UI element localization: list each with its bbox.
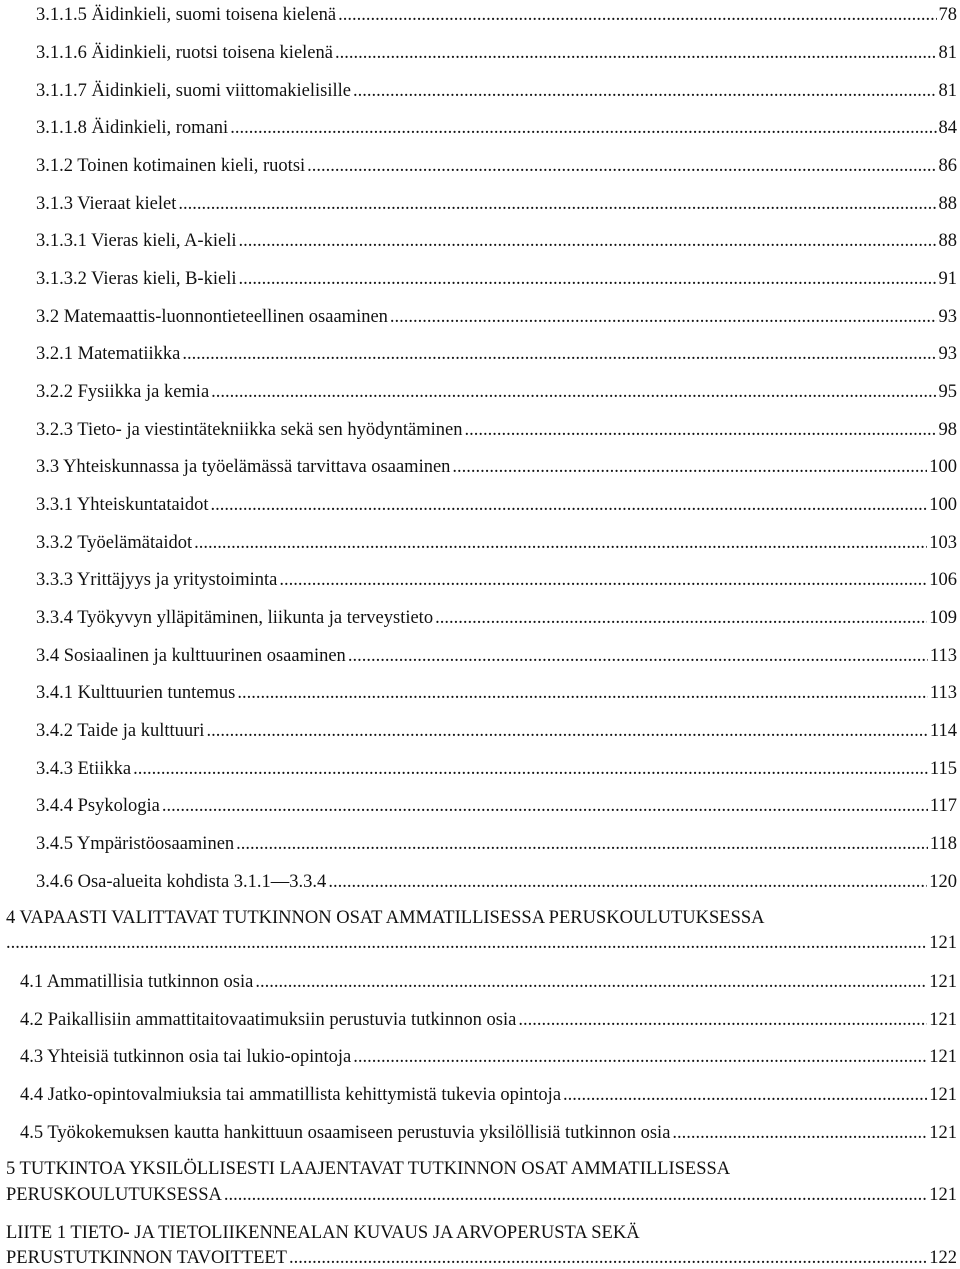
toc-entry[interactable] (36, 80, 957, 102)
toc-entry-page: 120 (929, 872, 957, 892)
toc-entry-title: 3.1.1.6 Äidinkieli, ruotsi toisena kielenä (36, 43, 333, 63)
toc-leader-dots (289, 1247, 927, 1269)
toc-entry-title: 3.1.3.2 Vieras kieli, B-kieli (36, 269, 237, 289)
toc-leader-dots (307, 155, 936, 177)
toc-entry-page: 106 (929, 570, 957, 590)
toc-leader-dots (162, 795, 928, 817)
toc-entry-page: 86 (938, 156, 957, 176)
toc-leader-dots (353, 1046, 927, 1068)
toc-entry-title: 3.1.1.5 Äidinkieli, suomi toisena kielenä (36, 5, 337, 25)
toc-leader-dots (348, 645, 928, 667)
toc-entry-title: 4.4 Jatko-opintovalmiuksia tai ammatillista kehittymistä tukevia opintoja (20, 1085, 562, 1105)
toc-entry[interactable] (36, 4, 957, 26)
toc-entry-page: 103 (929, 533, 957, 553)
toc-entry-title: 4.3 Yhteisiä tutkinnon osia tai lukio-opintoja (20, 1047, 352, 1067)
toc-entry-page: 121 (929, 933, 957, 953)
toc-entry-title: 3.4.6 Osa-alueita kohdista 3.1.1—3.3.4 (36, 872, 327, 892)
toc-entry[interactable] (36, 117, 957, 139)
toc-leader-dots (238, 268, 936, 290)
toc-entry[interactable] (36, 419, 957, 441)
toc-entry-title: 3.3 Yhteiskunnassa ja työelämässä tarvittava osaaminen (36, 457, 451, 477)
toc-entry-title: 3.1.1.8 Äidinkieli, romani (36, 118, 229, 138)
toc-leader-dots (230, 117, 936, 139)
chapter-4-title[interactable]: 4 VAPAASTI VALITTAVAT TUTKINNON OSAT AMMATILLISESSA PERUSKOULUTUKSESSA (6, 908, 765, 928)
toc-entry-page: 114 (929, 721, 957, 741)
toc-entry[interactable] (36, 682, 957, 704)
toc-entry-page: 81 (938, 43, 957, 63)
toc-leader-dots (224, 1184, 927, 1206)
toc-entry[interactable] (36, 758, 957, 780)
toc-entry-page: 81 (938, 81, 957, 101)
toc-leader-dots (210, 494, 927, 516)
toc-entry-title: 3.2.2 Fysiikka ja kemia (36, 382, 210, 402)
toc-entry[interactable] (36, 645, 957, 667)
toc-entry[interactable] (20, 971, 957, 993)
toc-entry-page: 121 (929, 1085, 957, 1105)
toc-entry[interactable] (20, 1122, 957, 1144)
chapter-5-entry[interactable] (6, 1184, 957, 1206)
appendix-1-entry[interactable] (6, 1247, 957, 1269)
toc-leader-dots (238, 230, 936, 252)
toc-entry-title: 3.4.2 Taide ja kulttuuri (36, 721, 205, 741)
toc-entry-title: 3.2 Matemaattis-luonnontieteellinen osaaminen (36, 307, 388, 327)
toc-entry-title: 3.3.2 Työelämätaidot (36, 533, 193, 553)
toc-entry-page: 78 (938, 5, 957, 25)
toc-entry[interactable] (36, 494, 957, 516)
toc-entry-page: 109 (929, 608, 957, 628)
appendix-1-title-line1[interactable]: LIITE 1 TIETO- JA TIETOLIIKENNEALAN KUVAUS JA ARVOPERUSTA SEKÄ (6, 1223, 640, 1243)
toc-leader-dots (6, 932, 927, 954)
toc-entry-title: 3.1.3.1 Vieras kieli, A-kieli (36, 231, 237, 251)
toc-entry-title: 3.1.1.7 Äidinkieli, suomi viittomakielisille (36, 81, 351, 101)
toc-leader-dots (435, 607, 927, 629)
toc-entry-page: 91 (938, 269, 957, 289)
toc-leader-dots (194, 532, 927, 554)
toc-leader-dots (279, 569, 927, 591)
toc-entry[interactable] (36, 268, 957, 290)
toc-leader-dots (464, 419, 936, 441)
toc-entry-title: 3.4.5 Ympäristöosaaminen (36, 834, 235, 854)
toc-entry-page: 95 (938, 382, 957, 402)
toc-entry[interactable] (36, 155, 957, 177)
toc-entry-title: PERUSTUTKINNON TAVOITTEET (6, 1248, 287, 1268)
toc-entry-page: 121 (929, 1047, 957, 1067)
toc-entry-title: 3.2.1 Matematiikka (36, 344, 181, 364)
toc-entry-title: 3.1.3 Vieraat kielet (36, 194, 177, 214)
toc-entry[interactable] (36, 193, 957, 215)
toc-entry[interactable] (36, 569, 957, 591)
toc-entry-title: 3.4 Sosiaalinen ja kulttuurinen osaaminen (36, 646, 346, 666)
toc-entry[interactable] (36, 795, 957, 817)
toc-leader-dots (133, 758, 928, 780)
toc-leader-dots (452, 456, 927, 478)
toc-leader-dots (518, 1009, 927, 1031)
toc-leader-dots (328, 871, 927, 893)
toc-leader-dots (338, 4, 936, 26)
toc-leader-dots (563, 1084, 927, 1106)
toc-entry-title: 4.1 Ammatillisia tutkinnon osia (20, 972, 254, 992)
toc-entry[interactable] (36, 456, 957, 478)
toc-entry-page: 100 (929, 495, 957, 515)
toc-entry-title: 3.3.4 Työkyvyn ylläpitäminen, liikunta ja terveystieto (36, 608, 434, 628)
toc-entry-title: 4.5 Työkokemuksen kautta hankittuun osaamiseen perustuvia yksilöllisiä tutkinnon osia (20, 1123, 671, 1143)
toc-leader-dots (236, 833, 928, 855)
toc-entry-page: 115 (929, 759, 957, 779)
toc-entry[interactable] (20, 1046, 957, 1068)
toc-entry-page: 84 (938, 118, 957, 138)
toc-entry[interactable] (36, 871, 957, 893)
toc-entry-title: 3.4.1 Kulttuurien tuntemus (36, 683, 236, 703)
toc-leader-dots (390, 306, 937, 328)
chapter-5-title-line1[interactable]: 5 TUTKINTOA YKSILÖLLISESTI LAAJENTAVAT TUTKINNON OSAT AMMATILLISESSA (6, 1159, 731, 1179)
toc-entry[interactable] (36, 343, 957, 365)
toc-entry-page: 121 (929, 972, 957, 992)
toc-entry[interactable] (20, 1009, 957, 1031)
toc-entry-page: 121 (929, 1185, 957, 1205)
toc-entry-page: 122 (929, 1248, 957, 1268)
toc-entry[interactable] (36, 607, 957, 629)
toc-entry-title: 3.2.3 Tieto- ja viestintätekniikka sekä sen hyödyntäminen (36, 420, 463, 440)
toc-leader-dots (178, 193, 936, 215)
toc-leader-dots (237, 682, 928, 704)
toc-entry-title: 4.2 Paikallisiin ammattitaitovaatimuksiin perustuvia tutkinnon osia (20, 1010, 517, 1030)
toc-entry-page: 117 (929, 796, 957, 816)
toc-entry[interactable] (36, 720, 957, 742)
toc-entry-page: 93 (938, 344, 957, 364)
toc-leader-dots (335, 42, 937, 64)
toc-leader-dots (182, 343, 936, 365)
toc-entry-page: 88 (938, 194, 957, 214)
toc-entry-title: 3.4.4 Psykologia (36, 796, 160, 816)
toc-entry-page: 113 (929, 646, 957, 666)
toc-entry-page: 113 (929, 683, 957, 703)
toc-entry-page: 100 (929, 457, 957, 477)
toc-leader-dots (672, 1122, 927, 1144)
toc-entry[interactable] (36, 833, 957, 855)
toc-entry[interactable] (20, 1084, 957, 1106)
toc-entry[interactable] (36, 42, 957, 64)
toc-entry-page: 98 (938, 420, 957, 440)
chapter-4-leader[interactable] (6, 932, 957, 954)
toc-entry-title: PERUSKOULUTUKSESSA (6, 1185, 222, 1205)
toc-entry-title: 3.3.3 Yrittäjyys ja yritystoiminta (36, 570, 278, 590)
toc-entry[interactable] (36, 381, 957, 403)
toc-entry-page: 121 (929, 1010, 957, 1030)
toc-entry-page: 93 (938, 307, 957, 327)
toc-entry-page: 121 (929, 1123, 957, 1143)
toc-leader-dots (206, 720, 927, 742)
toc-entry[interactable] (36, 532, 957, 554)
toc-entry-page: 88 (938, 231, 957, 251)
toc-entry-page: 118 (929, 834, 957, 854)
toc-leader-dots (211, 381, 936, 403)
toc-entry[interactable] (36, 306, 957, 328)
toc-leader-dots (353, 80, 937, 102)
toc-entry-title: 3.4.3 Etiikka (36, 759, 132, 779)
toc-entry-title: 3.1.2 Toinen kotimainen kieli, ruotsi (36, 156, 306, 176)
toc-entry-title: 3.3.1 Yhteiskuntataidot (36, 495, 209, 515)
toc-entry[interactable] (36, 230, 957, 252)
toc-leader-dots (255, 971, 927, 993)
